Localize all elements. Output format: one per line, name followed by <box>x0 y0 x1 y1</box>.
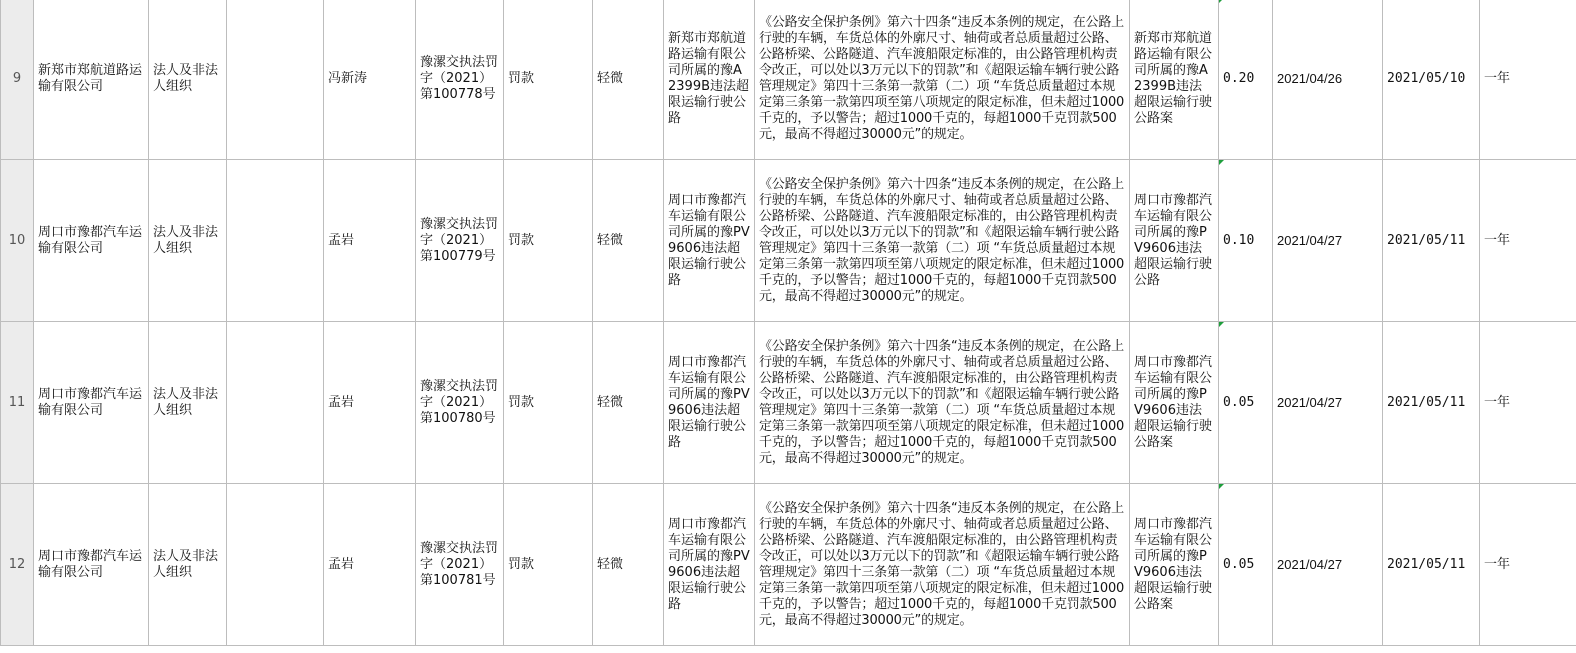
document-number-cell[interactable]: 豫漯交执法罚字（2021）第100779号 <box>416 160 504 322</box>
document-number-cell[interactable]: 豫漯交执法罚字（2021）第100781号 <box>416 484 504 646</box>
penalty-amount-cell[interactable]: 0.10 <box>1219 160 1273 322</box>
credit-code-cell[interactable] <box>227 160 324 322</box>
entity-type-cell[interactable]: 法人及非法人组织 <box>149 0 227 160</box>
entity-type-cell[interactable]: 法人及非法人组织 <box>149 322 227 484</box>
penalty-type-cell[interactable]: 罚款 <box>504 160 593 322</box>
case-content-cell[interactable]: 新郑市郑航道路运输有限公司所属的豫A2399B违法超限运输行驶公路案 <box>1130 0 1219 160</box>
entity-name-cell[interactable]: 周口市豫都汽车运输有限公司 <box>34 484 149 646</box>
case-content-cell[interactable]: 周口市豫都汽车运输有限公司所属的豫PV9606违法超限运输行驶公路案 <box>1130 322 1219 484</box>
decision-date-cell[interactable]: 2021/04/27 <box>1273 322 1383 484</box>
legal-representative-cell[interactable]: 孟岩 <box>324 322 416 484</box>
table-row <box>1 0 1576 160</box>
violation-facts-cell[interactable]: 新郑市郑航道路运输有限公司所属的豫A2399B违法超限运输行驶公路 <box>664 0 755 160</box>
severity-cell[interactable]: 轻微 <box>593 322 664 484</box>
publish-date-cell[interactable]: 2021/05/10 <box>1383 0 1480 160</box>
legal-representative-cell[interactable]: 冯新涛 <box>324 0 416 160</box>
severity-cell[interactable]: 轻微 <box>593 484 664 646</box>
credit-code-cell[interactable] <box>227 322 324 484</box>
legal-representative-cell[interactable]: 孟岩 <box>324 484 416 646</box>
case-content-cell[interactable]: 周口市豫都汽车运输有限公司所属的豫PV9606违法超限运输行驶公路 <box>1130 160 1219 322</box>
validity-period-cell[interactable]: 一年 <box>1480 160 1576 322</box>
decision-date-cell[interactable]: 2021/04/27 <box>1273 484 1383 646</box>
credit-code-cell[interactable] <box>227 484 324 646</box>
table-row <box>1 484 1576 646</box>
validity-period-cell[interactable]: 一年 <box>1480 0 1576 160</box>
publish-date-cell[interactable]: 2021/05/11 <box>1383 484 1480 646</box>
penalty-amount-cell[interactable]: 0.20 <box>1219 0 1273 160</box>
penalty-type-cell[interactable]: 罚款 <box>504 0 593 160</box>
legal-basis-cell[interactable]: 《公路安全保护条例》第六十四条“违反本条例的规定，在公路上行驶的车辆，车货总体的外廓尺寸、轴荷或者总质量超过公路、公路桥梁、公路隧道、汽车渡船限定标准的，由公路管理机构责令改正，可以处以3万元以下的罚款”和《超限运输车辆行驶公路管理规定》第四十三条第一款第（二）项 “车货总质量超过本规定第三条第一款第四项至第八项规定的限定标准，但未超过1000千克的，予以警告；超过1000千克的，每超1000千克罚款500元，最高不得超过30000元”的规定。 <box>755 160 1130 322</box>
entity-name-cell[interactable]: 新郑市郑航道路运输有限公司 <box>34 0 149 160</box>
validity-period-cell[interactable]: 一年 <box>1480 322 1576 484</box>
penalty-amount-cell[interactable]: 0.05 <box>1219 484 1273 646</box>
decision-date-cell[interactable]: 2021/04/27 <box>1273 160 1383 322</box>
case-content-cell[interactable]: 周口市豫都汽车运输有限公司所属的豫PV9606违法超限运输行驶公路案 <box>1130 484 1219 646</box>
decision-date-cell[interactable]: 2021/04/26 <box>1273 0 1383 160</box>
credit-code-cell[interactable] <box>227 0 324 160</box>
violation-facts-cell[interactable]: 周口市豫都汽车运输有限公司所属的豫PV9606违法超限运输行驶公路 <box>664 322 755 484</box>
severity-cell[interactable]: 轻微 <box>593 160 664 322</box>
document-number-cell[interactable]: 豫漯交执法罚字（2021）第100778号 <box>416 0 504 160</box>
publish-date-cell[interactable]: 2021/05/11 <box>1383 160 1480 322</box>
penalty-amount-cell[interactable]: 0.05 <box>1219 322 1273 484</box>
entity-name-cell[interactable]: 周口市豫都汽车运输有限公司 <box>34 322 149 484</box>
legal-basis-cell[interactable]: 《公路安全保护条例》第六十四条“违反本条例的规定，在公路上行驶的车辆，车货总体的外廓尺寸、轴荷或者总质量超过公路、公路桥梁、公路隧道、汽车渡船限定标准的，由公路管理机构责令改正，可以处以3万元以下的罚款”和《超限运输车辆行驶公路管理规定》第四十三条第一款第（二）项 “车货总质量超过本规定第三条第一款第四项至第八项规定的限定标准，但未超过1000千克的，予以警告；超过1000千克的，每超1000千克罚款500元，最高不得超过30000元”的规定。 <box>755 0 1130 160</box>
row-header[interactable]: 12 <box>1 484 34 646</box>
entity-name-cell[interactable]: 周口市豫都汽车运输有限公司 <box>34 160 149 322</box>
publish-date-cell[interactable]: 2021/05/11 <box>1383 322 1480 484</box>
severity-cell[interactable]: 轻微 <box>593 0 664 160</box>
table-body <box>1 0 1576 646</box>
row-header[interactable]: 10 <box>1 160 34 322</box>
legal-basis-cell[interactable]: 《公路安全保护条例》第六十四条“违反本条例的规定，在公路上行驶的车辆，车货总体的外廓尺寸、轴荷或者总质量超过公路、公路桥梁、公路隧道、汽车渡船限定标准的，由公路管理机构责令改正，可以处以3万元以下的罚款”和《超限运输车辆行驶公路管理规定》第四十三条第一款第（二）项 “车货总质量超过本规定第三条第一款第四项至第八项规定的限定标准，但未超过1000千克的，予以警告；超过1000千克的，每超1000千克罚款500元，最高不得超过30000元”的规定。 <box>755 484 1130 646</box>
entity-type-cell[interactable]: 法人及非法人组织 <box>149 484 227 646</box>
penalty-type-cell[interactable]: 罚款 <box>504 322 593 484</box>
violation-facts-cell[interactable]: 周口市豫都汽车运输有限公司所属的豫PV9606违法超限运输行驶公路 <box>664 484 755 646</box>
row-header[interactable]: 9 <box>1 0 34 160</box>
table-row <box>1 322 1576 484</box>
legal-basis-cell[interactable]: 《公路安全保护条例》第六十四条“违反本条例的规定，在公路上行驶的车辆，车货总体的外廓尺寸、轴荷或者总质量超过公路、公路桥梁、公路隧道、汽车渡船限定标准的，由公路管理机构责令改正，可以处以3万元以下的罚款”和《超限运输车辆行驶公路管理规定》第四十三条第一款第（二）项 “车货总质量超过本规定第三条第一款第四项至第八项规定的限定标准，但未超过1000千克的，予以警告；超过1000千克的，每超1000千克罚款500元，最高不得超过30000元”的规定。 <box>755 322 1130 484</box>
table-row <box>1 160 1576 322</box>
validity-period-cell[interactable]: 一年 <box>1480 484 1576 646</box>
entity-type-cell[interactable]: 法人及非法人组织 <box>149 160 227 322</box>
violation-facts-cell[interactable]: 周口市豫都汽车运输有限公司所属的豫PV9606违法超限运输行驶公路 <box>664 160 755 322</box>
legal-representative-cell[interactable]: 孟岩 <box>324 160 416 322</box>
penalty-type-cell[interactable]: 罚款 <box>504 484 593 646</box>
row-header[interactable]: 11 <box>1 322 34 484</box>
document-number-cell[interactable]: 豫漯交执法罚字（2021）第100780号 <box>416 322 504 484</box>
